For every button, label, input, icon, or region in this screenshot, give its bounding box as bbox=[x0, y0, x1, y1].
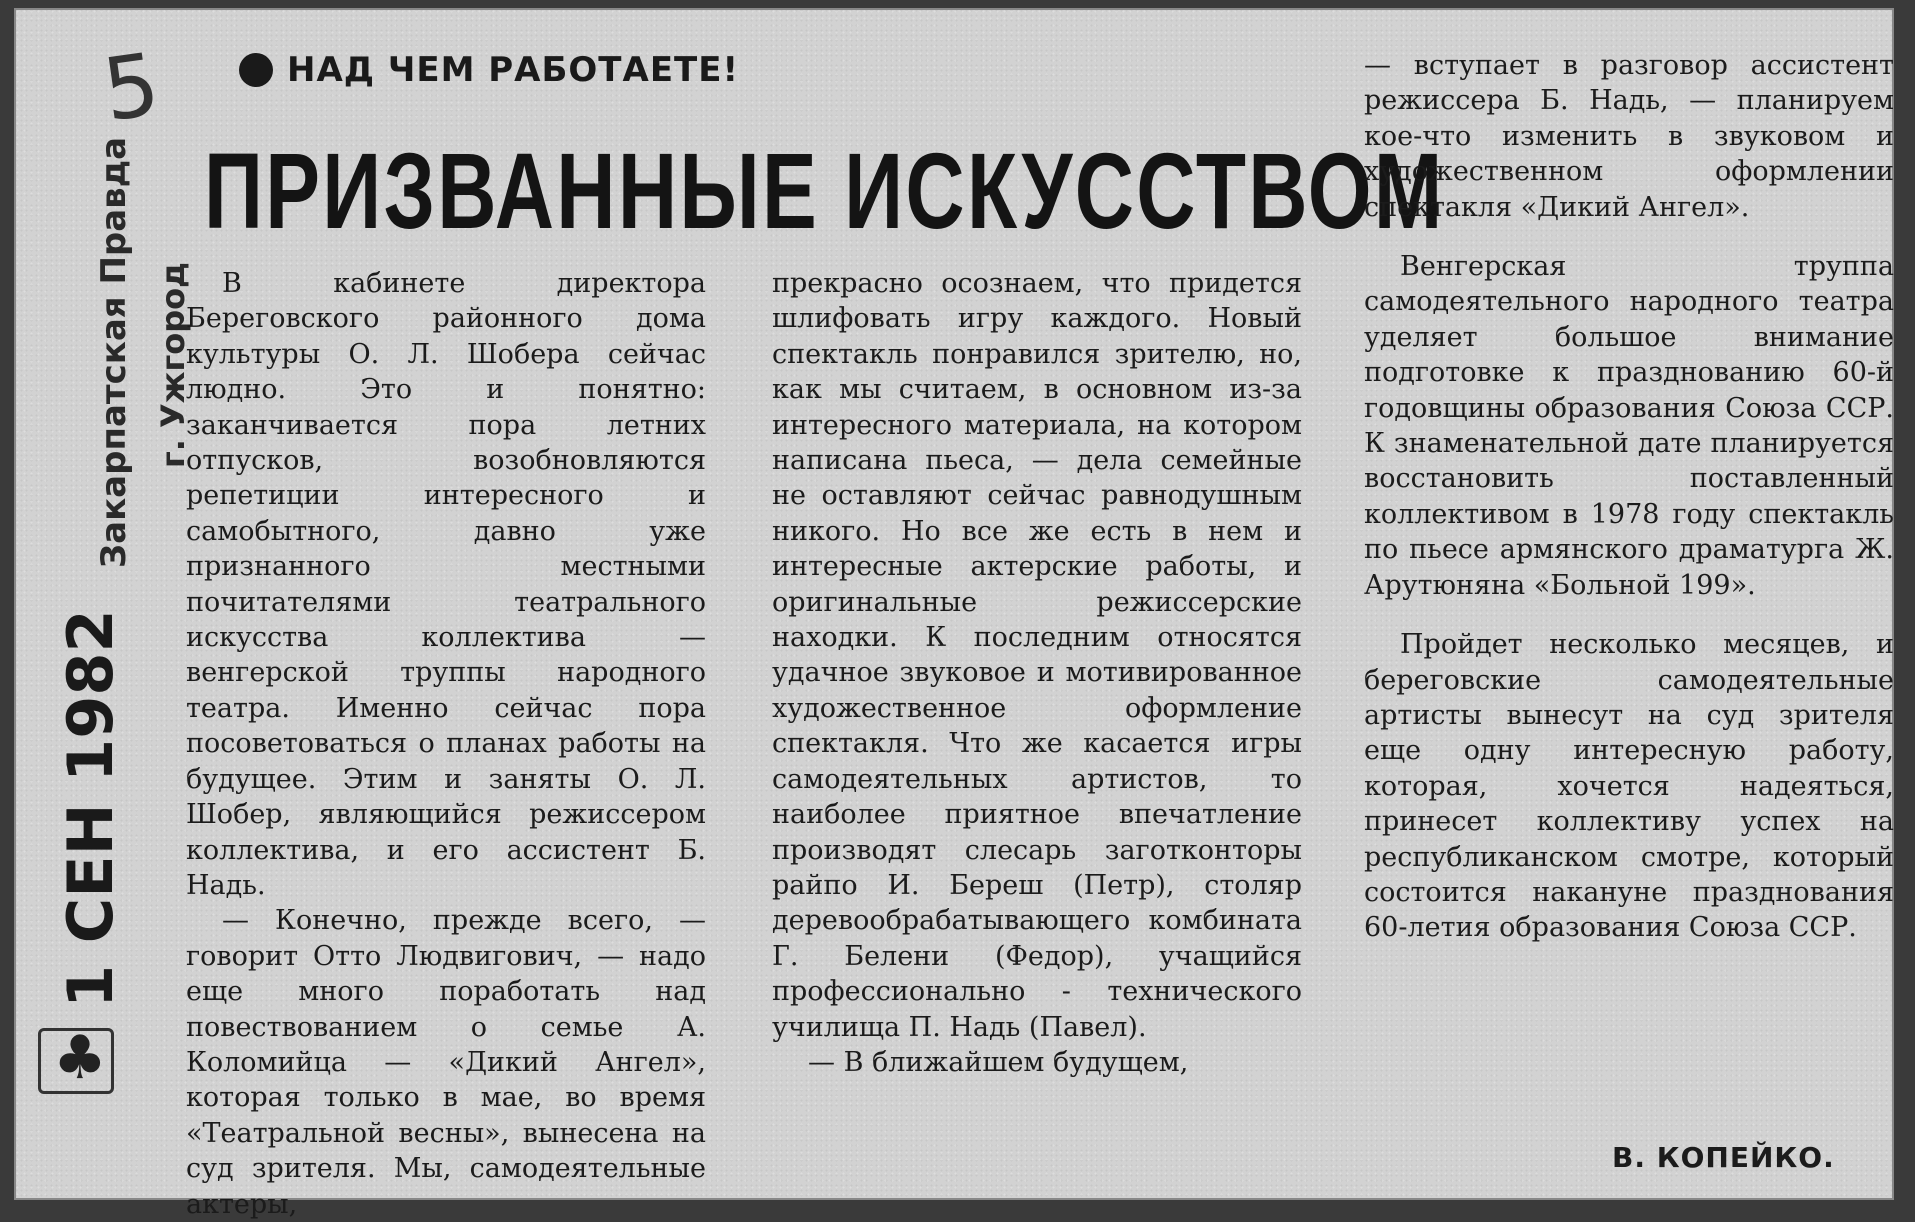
rubric-text: НАД ЧЕМ РАБОТАЕТЕ! bbox=[287, 50, 739, 90]
source-newspaper-stamp: Закарпатская Правда bbox=[94, 136, 134, 568]
author-signature: В. КОПЕЙКО. bbox=[1612, 1141, 1835, 1174]
source-city-stamp: г. Ужгород bbox=[154, 262, 192, 468]
clover-stamp-icon bbox=[38, 1028, 114, 1094]
paragraph: прекрасно осознаем, что придется шлифовать игру каждого. Новый спектакль понравился зрителю, но, как мы считаем, в основном из-за интересного материала, на котором написана пьеса, — дела семейные не оставляют сейчас равнодушным никого. Но все же есть в нем и интересные актерские работы, и оригинальные режиссерские находки. К последним относятся удачное звуковое и мотивированное художественное оформление спектакля. Что же касается игры самодеятельных артистов, то наиболее приятное впечатление производят слесарь заготконторы райпо И. Береш (Петр), столяр деревообрабатывающего комбината Г. Белени (Федор), учащийся профессионально - технического училища П. Надь (Павел). bbox=[772, 268, 1302, 1043]
paragraph: — В ближайшем будущем, bbox=[808, 1046, 1189, 1078]
article-column-2 bbox=[772, 266, 1302, 1080]
paragraph: — Конечно, прежде всего, — говорит Отто Людвигович, — надо еще много поработать над повествованием о семье А. Коломийца — «Дикий Ангел», которая только в мае, во время «Театральной весны», вынесена на суд зрителя. Мы, самодеятельные актеры, bbox=[186, 905, 706, 1220]
article-column-3 bbox=[1364, 48, 1894, 946]
article-column-1 bbox=[186, 266, 706, 1222]
paragraph: Пройдет несколько месяцев, и береговские самодеятельные артисты вынесут на суд зрителя еще одну интересную работу, которая, хочется надеяться, принесет коллективу успех на республиканском смотре, который состоится накануне празднования 60-летия образования Союза ССР. bbox=[1364, 629, 1894, 944]
paragraph: В кабинете директора Береговского районного дома культуры О. Л. Шобера сейчас людно. Это и понятно: заканчивается пора летних отпусков, возобновляются репетиции интересного и самобытного, давно уже признанного местными почитателями театрального искусства коллектива — венгерской труппы народного театра. Именно сейчас пора посоветоваться о планах работы на будущее. Этим и заняты О. Л. Шобер, являющийся режиссером коллектива, и его ассистент Б. Надь. bbox=[186, 268, 706, 901]
newspaper-clipping bbox=[14, 8, 1894, 1220]
paragraph: — вступает в разговор ассистент режиссера Б. Надь, — планируем кое-что изменить в звуковом и художественном оформлении спектакля «Дикий Ангел». bbox=[1364, 50, 1894, 223]
date-stamp: 1 СЕН 1982 bbox=[54, 609, 127, 1008]
paragraph: Венгерская труппа самодеятельного народного театра уделяет большое внимание подготовке к празднованию 60-й годовщины образования Союза ССР. К знаменательной дате планируется восстановить поставленный коллективом в 1978 году спектакль по пьесе армянского драматурга Ж. Арутюняна «Больной 199». bbox=[1364, 251, 1894, 601]
rubric bbox=[239, 50, 739, 90]
headline: ПРИЗВАННЫЕ ИСКУССТВОМ bbox=[204, 130, 1445, 251]
handwritten-number: 5 bbox=[97, 34, 166, 142]
bullet-icon bbox=[239, 53, 273, 87]
